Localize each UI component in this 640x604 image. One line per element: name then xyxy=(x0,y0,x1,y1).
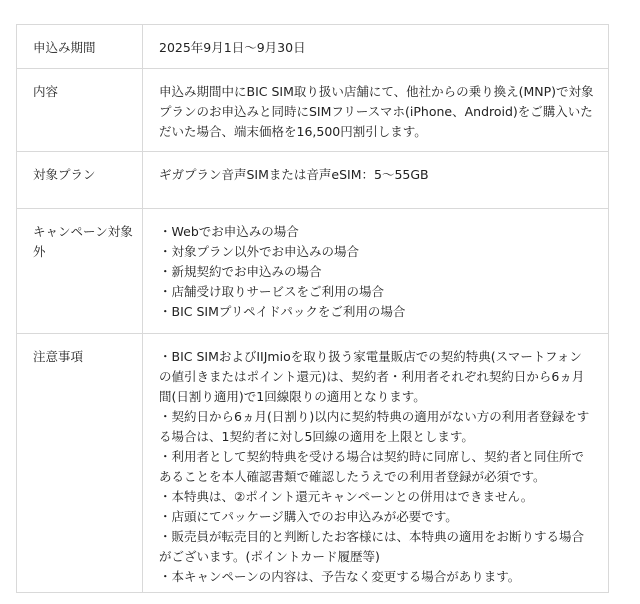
list-item: ・契約日から6ヵ月(日割り)以内に契約特典の適用がない方の利用者登録をする場合は、1契約者に対し5回線の適用を上限とします。 xyxy=(159,409,590,444)
excluded-cases-list xyxy=(159,222,594,322)
target-plan-label: 対象プラン xyxy=(33,167,96,182)
period-value: 2025年9月1日〜9月30日 xyxy=(159,40,306,55)
row-label-cell xyxy=(17,209,143,334)
row-label-cell xyxy=(17,152,143,209)
list-item: ・新規契約でお申込みの場合 xyxy=(159,264,322,279)
table-row-notes xyxy=(17,334,609,593)
row-value-cell xyxy=(143,334,609,593)
content-label: 内容 xyxy=(33,84,59,99)
content-value: 申込み期間中にBIC SIM取り扱い店舗にて、他社からの乗り換え(MNP)で対象プランのお申込みと同時にSIMフリースマホ(iPhone、Android)をご購入いただいた場合、端末価格を16,500円割引します。 xyxy=(159,84,594,139)
row-value-cell xyxy=(143,69,609,152)
table-row-target-plan xyxy=(17,152,609,209)
table-row-excluded-cases xyxy=(17,209,609,334)
list-item: ・本特典は、②ポイント還元キャンペーンとの併用はできません。 xyxy=(159,489,534,504)
row-value-cell xyxy=(143,152,609,209)
row-value-cell xyxy=(143,209,609,334)
list-item: ・本キャンペーンの内容は、予告なく変更する場合があります。 xyxy=(159,569,521,584)
excluded-cases-label: キャンペーン対象外 xyxy=(33,224,133,259)
table-row-content xyxy=(17,69,609,152)
list-item: ・店舗受け取りサービスをご利用の場合 xyxy=(159,284,385,299)
row-value-cell xyxy=(143,25,609,69)
target-plan-value: ギガプラン音声SIMまたは音声eSIM：5〜55GB xyxy=(159,167,429,182)
campaign-details-table xyxy=(16,24,609,593)
row-label-cell xyxy=(17,334,143,593)
list-item: ・Webでお申込みの場合 xyxy=(159,224,299,239)
list-item: ・BIC SIMおよびIIJmioを取り扱う家電量販店での契約特典(スマートフォンの値引きまたはポイント還元)は、契約者・利用者それぞれ契約日から6ヵ月間(日割り適用)で1回線限りの適用となります。 xyxy=(159,349,585,404)
table-row-period xyxy=(17,25,609,69)
list-item: ・対象プラン以外でお申込みの場合 xyxy=(159,244,360,259)
period-label: 申込み期間 xyxy=(33,40,96,55)
row-label-cell xyxy=(17,25,143,69)
notes-list xyxy=(159,347,594,587)
list-item: ・販売員が転売目的と判断したお客様には、本特典の適用をお断りする場合がございます。(ポイントカード履歴等) xyxy=(159,529,585,564)
row-label-cell xyxy=(17,69,143,152)
list-item: ・店頭にてパッケージ購入でのお申込みが必要です。 xyxy=(159,509,458,524)
notes-label: 注意事項 xyxy=(33,349,84,364)
list-item: ・BIC SIMプリペイドパックをご利用の場合 xyxy=(159,304,406,319)
list-item: ・利用者として契約特典を受ける場合は契約時に同席し、契約者と同住所であることを本人確認書類で確認したうえでの利用者登録が必須です。 xyxy=(159,449,585,484)
